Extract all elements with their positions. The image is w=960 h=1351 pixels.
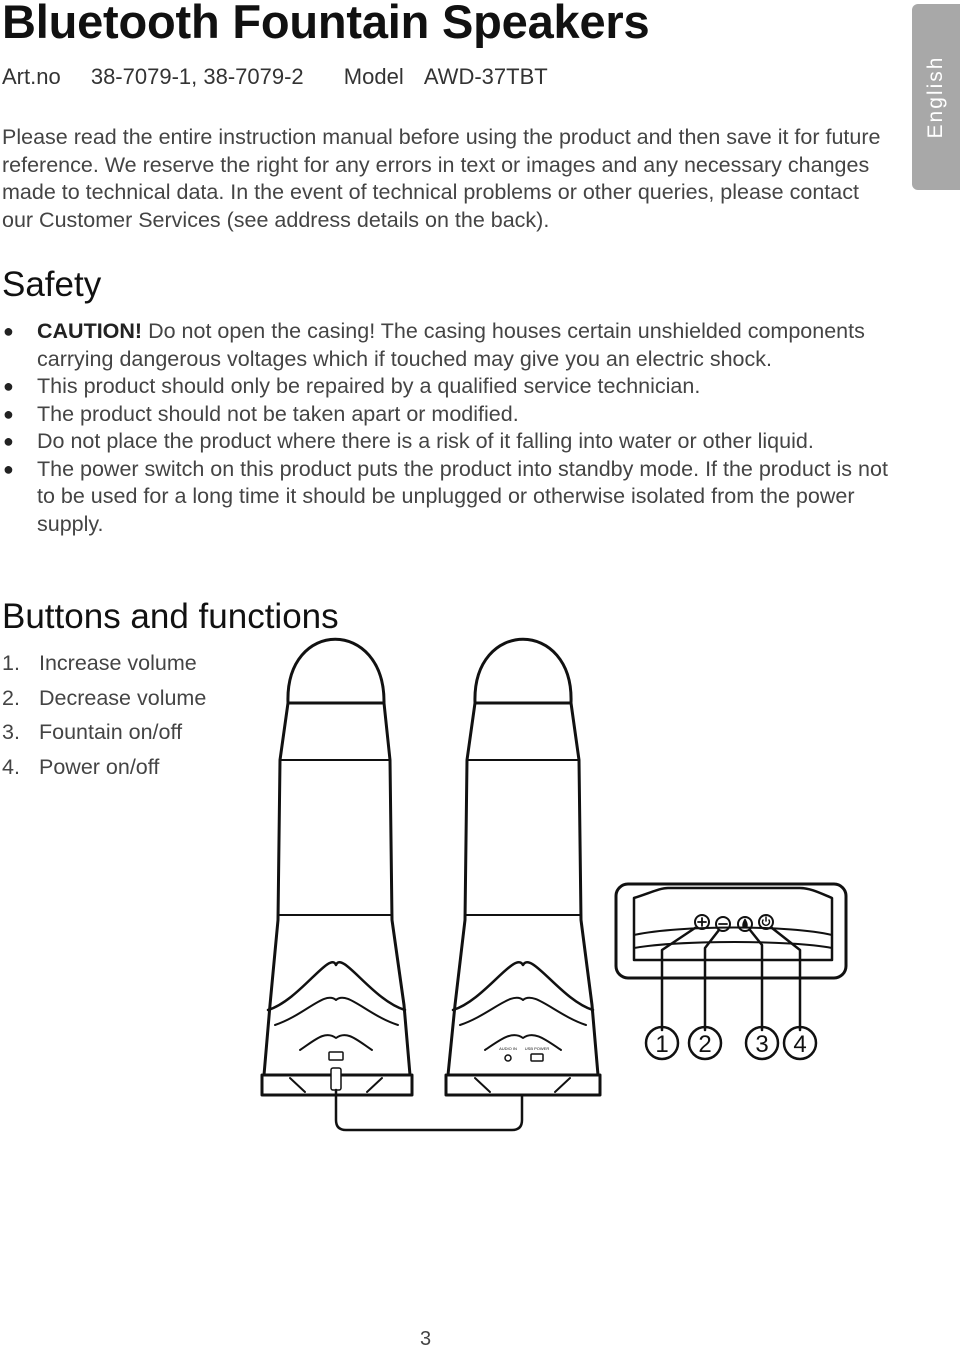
left-speaker-body [264,703,410,1075]
right-speaker-dome [475,639,571,703]
safety-item-text: Do not open the casing! The casing houses certain unshielded components carrying dangerous voltages which if touched may give you an electric shock. [37,319,865,371]
right-speaker [446,639,600,1095]
button-panel-detail [616,884,846,1030]
safety-item-text: This product should only be repaired by a qualified service technician. [37,374,701,398]
safety-list [0,318,900,538]
callout-4: 4 [793,1031,807,1058]
left-speaker-dome [288,639,384,703]
language-tab-label: English [924,55,947,139]
art-numbers: 38-7079-1, 38-7079-2 [90,64,304,89]
bullet-icon: ● [3,376,14,396]
function-number: 4. [2,755,20,780]
callout-3: 3 [755,1031,769,1058]
callout-1: 1 [655,1031,669,1058]
model-number: AWD-37TBT [423,64,548,89]
safety-item-text: Do not place the product where there is a risk of it falling into water or other liquid. [37,429,814,453]
port-label-audio: AUDIO IN [499,1046,517,1051]
safety-item [0,318,900,373]
safety-item [0,456,900,539]
function-number: 2. [2,685,20,710]
page-title: Bluetooth Fountain Speakers [2,0,650,48]
function-number: 3. [2,720,20,745]
function-number: 1. [2,651,20,675]
bullet-icon: ● [3,458,14,479]
art-label: Art.no [2,64,61,89]
caution-label: CAUTION! [37,319,143,343]
bullet-icon: ● [3,431,14,451]
page-number: 3 [420,1328,432,1350]
function-label: Power on/off [39,755,160,780]
port-label-usb: USB POWER [524,1046,550,1051]
safety-item [0,428,900,456]
speaker-illustration [0,600,960,1160]
intro-paragraph: Please read the entire instruction manual before using the product and then save it for future reference. We reserve the right for any errors in text or images and any necessary changes made to technical data. In the event of technical problems or other queries, please contact our Customer Services (see address details on the back). [2,125,881,232]
function-label: Fountain on/off [39,720,183,745]
bullet-icon: ● [3,321,14,341]
language-tab [912,4,960,190]
buttons-heading: Buttons and functions [2,597,339,636]
article-info [2,64,548,90]
safety-item [0,373,900,401]
model-label: Model [343,64,404,89]
callouts [646,1027,816,1059]
safety-item-text: The product should not be taken apart or modified. [37,401,519,426]
function-label: Decrease volume [39,685,207,710]
bullet-icon: ● [3,403,14,424]
safety-item [0,401,900,429]
callout-2: 2 [698,1031,712,1058]
right-speaker-body [448,703,598,1075]
function-label: Increase volume [39,651,197,675]
left-speaker [262,639,412,1095]
safety-heading: Safety [2,265,102,304]
safety-item-text: The power switch on this product puts the product into standby mode. If the product is not to be used for a long time it should be unplugged or otherwise isolated from the power supply. [37,456,888,536]
